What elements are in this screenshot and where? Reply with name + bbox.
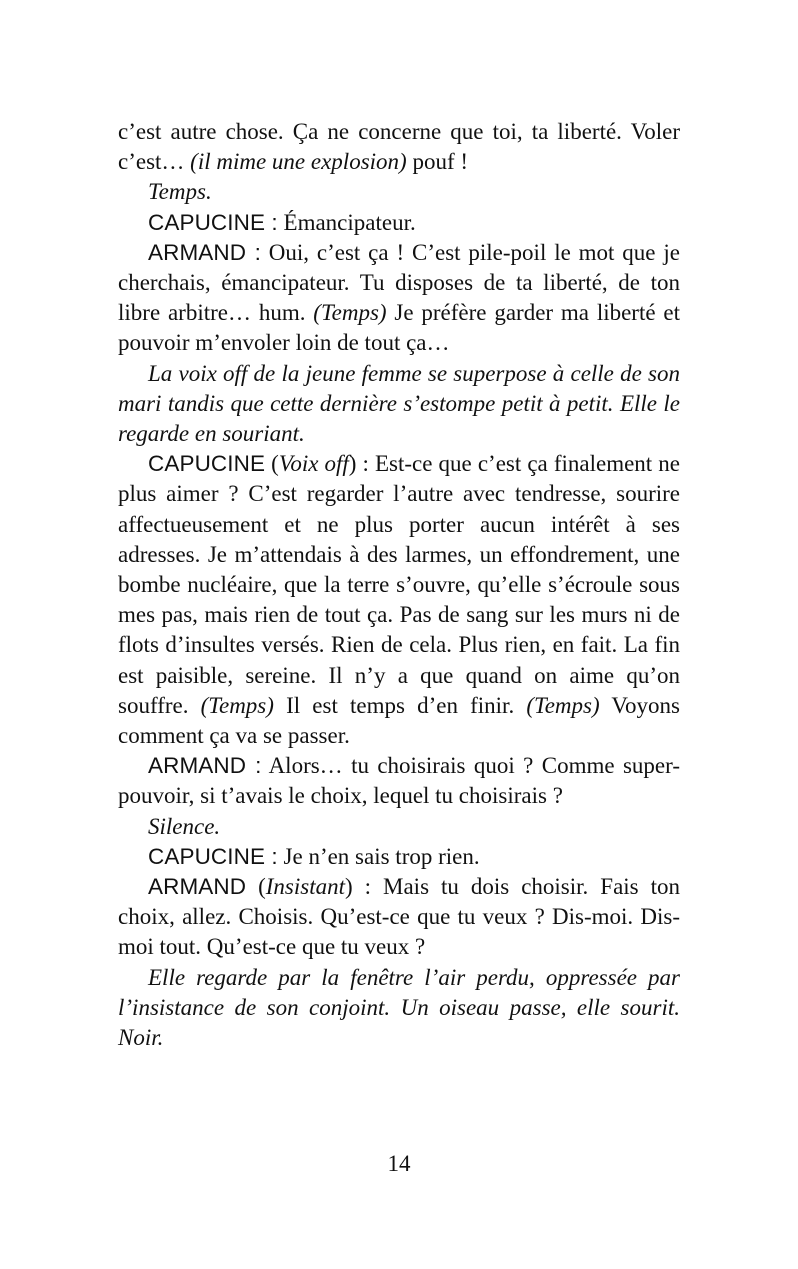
stage-direction-text: Elle regarde par la fenêtre l’air perdu, oppressée par l’insistance de son conjoint. Un oiseau passe, elle sourit. Noir. (118, 964, 680, 1051)
stage-direction-inline: (il mime une explosion) (190, 149, 407, 175)
dialogue-line (118, 449, 680, 751)
stage-direction-text: La voix off de la jeune femme se superpose à celle de son mari tandis que cette dernière s’estompe petit à petit. Elle le regarde en souriant. (118, 360, 680, 447)
speaker-name: CAPUCINE (148, 451, 266, 477)
text-run: ) : Mais tu dois choisir. Fais ton choix, allez. Choisis. Qu’est-ce que tu veux ? Dis-moi. Dis-moi tout. Qu’est-ce que tu veux ? (118, 874, 680, 960)
dialogue-line (118, 872, 680, 963)
text-run: Voyons comment ça va se passer. (118, 692, 680, 749)
stage-direction (118, 359, 680, 450)
speaker-name: CAPUCINE : (148, 843, 278, 869)
page-body (118, 117, 680, 1053)
text-run: Émancipateur. (277, 209, 416, 235)
dialogue-continuation (118, 117, 680, 177)
stage-direction-inline: (Temps) (200, 692, 274, 718)
text-run: Je n’en sais trop rien. (277, 843, 480, 869)
dialogue-line (118, 238, 680, 359)
stage-direction-inline: (Temps) (526, 692, 600, 718)
text-run: pouf ! (406, 149, 469, 175)
dialogue-line (118, 208, 680, 238)
speaker-name: ARMAND : (148, 753, 262, 779)
dialogue-line (118, 842, 680, 872)
speaker-name: CAPUCINE : (148, 209, 278, 235)
stage-direction-text: Silence. (148, 813, 221, 839)
text-run: ( (246, 874, 266, 900)
stage-direction (118, 177, 680, 207)
dialogue-line (118, 751, 680, 811)
page-number: 14 (387, 1151, 411, 1176)
stage-direction-text: Temps. (148, 179, 212, 205)
speaker-name: ARMAND (148, 874, 247, 900)
text-run: Oui, c’est ça ! C’est pile-poil le mot que je cherchais, émancipateur. Tu disposes de ta liberté, de ton libre arbitre… hum. (118, 239, 680, 326)
text-run: c’est autre chose. Ça ne concerne que toi, ta liberté. Voler c’est… (118, 119, 680, 175)
text-run: Alors… tu choisirais quoi ? Comme super-pouvoir, si t’avais le choix, lequel tu choisirais ? (118, 753, 680, 809)
stage-direction-inline: (Temps) (313, 300, 387, 326)
text-run: ( (265, 451, 279, 477)
stage-direction (118, 963, 680, 1054)
text-run: ) : Est-ce que c’est ça finalement ne plus aimer ? C’est regarder l’autre avec tendresse, sourire affectueusement et ne plus porter aucun intérêt à ses adresses. Je m’attendais à des larmes, un effondrement, une bombe nucléaire, que la terre s’ouvre, qu’elle s’écroule sous mes pas, mais rien de tout ça. Pas de sang sur les murs ni de flots d’insultes versés. Rien de cela. Plus rien, en fait. La fin est paisible, sereine. Il n’y a que quand on aime qu’on souffre. (118, 451, 680, 718)
speaker-name: ARMAND : (148, 239, 261, 265)
stage-direction-inline: Insistant (265, 874, 345, 900)
text-run: Il est temps d’en finir. (273, 692, 527, 718)
stage-direction-inline: Voix off (278, 451, 349, 477)
stage-direction (118, 812, 680, 842)
text-run: Je préfère garder ma liberté et pouvoir m’envoler loin de tout ça… (118, 300, 680, 356)
